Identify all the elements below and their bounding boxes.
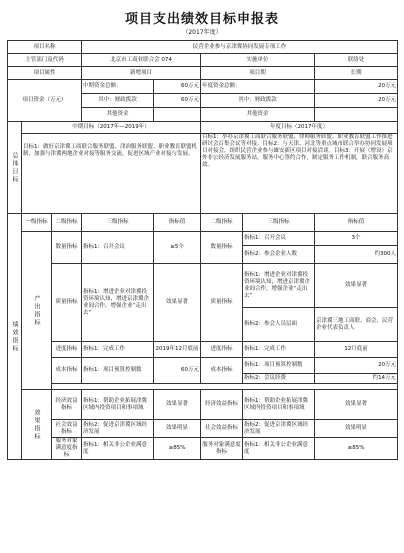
year-goal-text: 目标1：举办京津冀工商联合服务联盟、律师服务联盟、职业教育联盟工作推进研讨会召集会议等对接。目标2：与天津、河北等重点城市联合举办协同发展项目对接会，组织民营企业参与雄安新区项目对接洽谈。目标3：开展（增设）京外非公经济发展服务站，服务中心签约合作，制定服务工作机制，联合服务高效。	[201, 134, 398, 214]
year-satis1-value: ≥85%	[315, 438, 398, 460]
year-cost1-value: 20万元	[315, 358, 398, 374]
year-econ1-value: 效果显著	[315, 390, 398, 420]
output-label: 产出指标	[22, 232, 52, 390]
mid-econ1-value: 效果显著	[154, 390, 201, 420]
impl-label: 实施单位	[201, 54, 315, 67]
year-qual1-value: 效果显著	[315, 264, 398, 308]
effect-label: 效果指标	[22, 390, 52, 460]
h-level2-year: 二级指标	[201, 214, 243, 232]
year-cost-label: 成本指标	[201, 358, 243, 384]
year-total-label: 年度资金总额：	[201, 80, 315, 94]
page-title: 项目支出绩效目标申报表	[124, 12, 279, 27]
mid-goal-header: 中期目标（2017年—2019年）	[22, 122, 201, 134]
mid-satis1: 指标1：相关非公企业满意度	[82, 438, 154, 460]
project-name-label: 项目名称	[8, 41, 82, 54]
period-value: 长期	[315, 67, 398, 80]
fund-label: 项目资金（万元）	[8, 80, 82, 122]
mid-time1-value: 2019年12月底前	[154, 342, 201, 358]
year-econ-label: 经济效益指标	[201, 390, 243, 420]
mid-satis-label: 服务对象满意度指标	[52, 438, 82, 460]
impl-value: 联络处	[315, 54, 398, 67]
year-other-value	[315, 108, 398, 122]
year-goal-header: 年度目标（2017年度）	[201, 122, 398, 134]
mid-time1: 指标1：完成工作	[82, 342, 154, 358]
year-cost2-value: 约14万元	[315, 374, 398, 384]
year-social-label: 社会效益指标	[201, 420, 243, 438]
year-social1-value: 效果明显	[315, 420, 398, 438]
year-satis-label: 服务对象满意度指标	[201, 438, 243, 460]
form-table	[7, 40, 398, 460]
period-label: 项目期	[201, 67, 315, 80]
dept-label: 主管部门及代码	[8, 54, 82, 67]
year-qty1-value: 3个	[315, 232, 398, 246]
h-value-mid: 指标值	[154, 214, 201, 232]
mid-other-value	[154, 108, 201, 122]
mid-social-label: 社会效益指标	[52, 420, 82, 438]
mid-econ1: 指标1：帮助企业拓展津冀区域内投资项目和事项域	[82, 390, 154, 420]
mid-cost1: 指标1：项目预算控制数	[82, 358, 154, 384]
mid-social1: 指标2：促进京津冀区域经济发展	[82, 420, 154, 438]
mid-qty-label: 数量指标	[52, 232, 82, 264]
h-level3-mid: 三级指标	[82, 214, 154, 232]
h-level1: 一级指标	[22, 214, 52, 232]
mid-cost1-value: 60万元	[154, 358, 201, 384]
mid-time-label: 进度指标	[52, 342, 82, 358]
mid-qty1-value: ≥5个	[154, 232, 201, 264]
year-qty1: 指标1：召开会议	[243, 232, 315, 246]
year-time-label: 进度指标	[201, 342, 243, 358]
mid-fin-label: 其中：财政拨款	[82, 94, 154, 108]
mid-cost-label: 成本指标	[52, 358, 82, 384]
year-qual-label: 质量指标	[201, 264, 243, 342]
year-cost1: 指标1：项目预算控制数	[243, 358, 315, 374]
mid-econ-label: 经济效益指标	[52, 390, 82, 420]
year-social1: 指标2：促进京津冀区域经济发展	[243, 420, 315, 438]
year-other-label: 其他资金	[201, 108, 315, 122]
year-qty-label: 数量指标	[201, 232, 243, 264]
mid-satis1-value: ≥85%	[154, 438, 201, 460]
h-value-year: 指标值	[315, 214, 398, 232]
project-name-value: 民营企业参与京津冀协同发展专项工作	[82, 41, 398, 54]
year-econ1: 指标1：帮助企业拓展津冀区域内投资项目和事项域	[243, 390, 315, 420]
mid-goal-text: 目标1：做好京津冀工商联合服务联盟、津治服务联盟、职业教育联盟机制，加强与津冀两地企业对接等服务交流，促进区域产业对接与发展。	[22, 134, 201, 214]
perf-section-label: 绩效指标	[8, 214, 22, 460]
year-qty2: 指标2：参会企业人数	[243, 246, 315, 264]
mid-other-label: 其他资金	[82, 108, 154, 122]
h-level2-mid: 二级指标	[52, 214, 82, 232]
mid-qty1: 指标1：召开会议	[82, 232, 154, 264]
goals-section-label: 总体目标	[8, 122, 22, 214]
year-qual2-value: 京津冀三地工商联、商会、民营企业代表负责人	[315, 308, 398, 342]
year-cost2: 指标2：会议经费	[243, 374, 315, 384]
mid-social1-value: 效果明显	[154, 420, 201, 438]
mid-qual1-value: 效果显著	[154, 264, 201, 342]
mid-fin-value: 60万元	[154, 94, 201, 108]
mid-qual-label: 质量指标	[52, 264, 82, 342]
dept-value: 北京市工商业联合会 074	[82, 54, 201, 67]
year-time1: 指标1：完成工作	[243, 342, 315, 358]
attr-label: 项目属性	[8, 67, 82, 80]
year-time1-value: 12月底前	[315, 342, 398, 358]
year-qual2: 指标2：参会人员层面	[243, 308, 315, 342]
year-qual1: 指标1：增进企业对津冀投资环境认知，增进京津冀企业间合作，增强企业“走出去”	[243, 264, 315, 308]
year-qty2-value: 约300人	[315, 246, 398, 264]
year-total-value: 20万元	[315, 80, 398, 94]
mid-total-label: 中期资金总额：	[82, 80, 154, 94]
year-satis1: 指标1：相关非公企业满意度	[243, 438, 315, 460]
year-fin-value: 20万元	[315, 94, 398, 108]
h-level3-year: 三级指标	[243, 214, 315, 232]
page-year: （2017年度）	[182, 29, 222, 36]
attr-value: 新增项目	[82, 67, 201, 80]
year-fin-label: 其中：财政拨款	[201, 94, 315, 108]
mid-total-value: 60万元	[154, 80, 201, 94]
mid-qual1: 指标1：增进企业对津冀投资环境认知，增进京津冀企业间合作，增强企业“走出去”	[82, 264, 154, 342]
